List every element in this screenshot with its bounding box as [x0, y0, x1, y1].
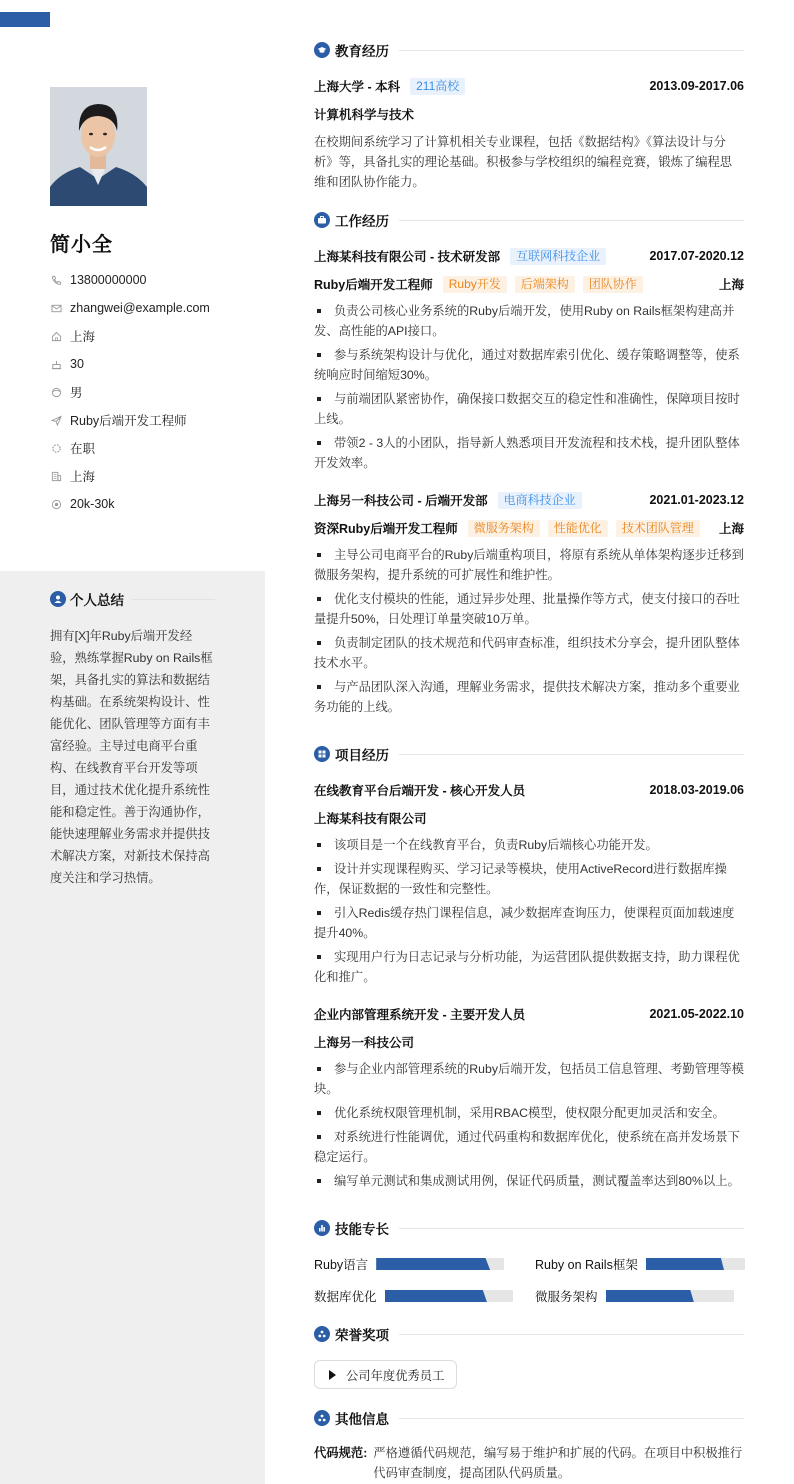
award-item: 公司年度优秀员工 — [314, 1360, 457, 1389]
home-icon — [50, 330, 62, 342]
award-icon — [314, 1326, 330, 1342]
job-1-header — [314, 246, 744, 266]
skill-tag: 团队协作 — [583, 276, 643, 293]
skill-bar — [606, 1290, 734, 1302]
industry-tag: 电商科技企业 — [498, 492, 582, 509]
project-company: 上海另一科技公司 — [314, 1036, 415, 1050]
sidebar — [0, 0, 265, 1484]
project-1-company-row — [314, 808, 744, 828]
list-item: 设计并实现课程购买、学习记录等模块，使用ActiveRecord进行数据库操作，保证数据的一致性和完整性。 — [314, 862, 727, 896]
skill-bar — [646, 1258, 745, 1270]
contact-hometown: 上海 — [50, 322, 210, 350]
list-item: 与前端团队紧密协作，确保接口数据交互的稳定性和准确性，保障项目按时上线。 — [314, 392, 740, 426]
skill-rails: Ruby on Rails框架 — [535, 1256, 745, 1272]
briefcase-icon — [314, 212, 330, 228]
list-item: 实现用户行为日志记录与分析功能，为运营团队提供数据支持，助力课程优化和推广。 — [314, 950, 740, 984]
list-item: 参与系统架构设计与优化，通过对数据库索引优化、缓存策略调整等，使系统响应时间缩短30%。 — [314, 348, 740, 382]
job-location: 上海 — [718, 522, 744, 536]
job-2-role-row — [314, 518, 744, 538]
skill-database: 数据库优化 — [314, 1288, 513, 1304]
send-icon — [50, 414, 62, 426]
summary-section-header: 个人总结 — [50, 589, 215, 609]
contact-gender: 男 — [50, 378, 210, 406]
awards-section-header: 荣誉奖项 — [314, 1324, 744, 1344]
divider — [399, 1334, 744, 1335]
education-section-header: 教育经历 — [314, 40, 744, 60]
list-item: 主导公司电商平台的Ruby后端重构项目，将原有系统从单体架构逐步迁移到微服务架构，提升系统的可扩展性和维护性。 — [314, 548, 744, 582]
contact-age: 30 — [50, 350, 210, 378]
job-2-header — [314, 490, 744, 510]
other-info-key: 代码规范: — [314, 1446, 368, 1460]
skills-section-header: 技能专长 — [314, 1218, 744, 1238]
bar-chart-icon — [314, 1220, 330, 1236]
candidate-name: 简小全 — [50, 234, 113, 256]
list-item: 参与企业内部管理系统的Ruby后端开发，包括员工信息管理、考勤管理等模块。 — [314, 1062, 744, 1096]
other-info-item — [314, 1443, 744, 1483]
grid-icon — [314, 746, 330, 762]
user-icon — [50, 591, 66, 607]
job-1-bullets — [314, 301, 744, 477]
school-name: 上海大学 - 本科 — [314, 80, 401, 94]
projects-section-header: 项目经历 — [314, 744, 744, 764]
job-company: 上海另一科技公司 - 后端开发部 — [314, 494, 488, 508]
list-item: 该项目是一个在线教育平台，负责Ruby后端核心功能开发。 — [314, 835, 744, 855]
project-1-bullets — [314, 835, 744, 991]
job-period: 2017.07-2020.12 — [649, 249, 744, 263]
project-company: 上海某科技有限公司 — [314, 812, 427, 826]
project-2-company-row — [314, 1032, 744, 1052]
industry-tag: 互联网科技企业 — [510, 248, 606, 265]
list-item: 负责制定团队的技术规范和代码审查标准，组织技术分享会，提升团队整体技术水平。 — [314, 636, 740, 670]
job-location: 上海 — [718, 278, 744, 292]
list-item: 优化支付模块的性能，通过异步处理、批量操作等方式，使支付接口的吞吐量提升50%，日处理订单量突破10万单。 — [314, 592, 740, 626]
education-period: 2013.09-2017.06 — [649, 79, 744, 93]
contact-status: 在职 — [50, 434, 210, 462]
other-section-header: 其他信息 — [314, 1408, 744, 1428]
list-item: 带领2 - 3人的小团队，指导新人熟悉项目开发流程和技术栈，提升团队整体开发效率。 — [314, 436, 740, 470]
contact-work-city: 上海 — [50, 462, 210, 490]
project-period: 2021.05-2022.10 — [649, 1007, 744, 1021]
job-2-bullets — [314, 545, 744, 721]
list-item: 编写单元测试和集成测试用例，保证代码质量，测试覆盖率达到80%以上。 — [314, 1171, 744, 1191]
contact-phone: 13800000000 — [50, 266, 210, 294]
project-period: 2018.03-2019.06 — [649, 783, 744, 797]
skill-tag: 性能优化 — [548, 520, 608, 537]
building-icon — [50, 470, 62, 482]
salary-icon — [50, 498, 62, 510]
major-row — [314, 104, 744, 124]
job-role: Ruby后端开发工程师 — [314, 278, 433, 292]
divider — [399, 1418, 744, 1419]
info-icon — [314, 1410, 330, 1426]
skill-bar — [385, 1290, 513, 1302]
divider — [132, 599, 215, 600]
work-section-header: 工作经历 — [314, 210, 744, 230]
list-item: 优化系统权限管理机制，采用RBAC模型，使权限分配更加灵活和安全。 — [314, 1103, 744, 1123]
job-company: 上海某科技有限公司 - 技术研发部 — [314, 250, 501, 264]
skill-ruby: Ruby语言 — [314, 1256, 504, 1272]
skill-tag: 微服务架构 — [468, 520, 540, 537]
education-description: 在校期间系统学习了计算机相关专业课程，包括《数据结构》《算法设计与分析》等，具备扎实的理论基础。积极参与学校组织的编程竞赛，锻炼了编程思维和团队协作能力。 — [314, 135, 733, 189]
skill-tag: 技术团队管理 — [616, 520, 700, 537]
project-1-header — [314, 780, 744, 800]
avatar — [50, 87, 147, 206]
skill-microservices: 微服务架构 — [535, 1288, 734, 1304]
divider — [399, 220, 744, 221]
cake-icon — [50, 358, 62, 370]
summary-text: 拥有[X]年Ruby后端开发经验，熟练掌握Ruby on Rails框架，具备扎实的算法和数据结构基础。在系统架构设计、性能优化、团队管理等方面有丰富经验。主导过电商平台重构、在线教育平台开发等项目，通过技术优化提升系统性能和稳定性。善于沟通协作，能快速理解业务需求并提供技术解决方案，对新技术保持高度关注和学习热情。 — [50, 629, 213, 885]
project-name: 企业内部管理系统开发 - 主要开发人员 — [314, 1008, 526, 1022]
skill-bar — [376, 1258, 504, 1270]
list-item: 与产品团队深入沟通，理解业务需求，提供技术解决方案，推动多个重要业务功能的上线。 — [314, 680, 740, 714]
gender-icon — [50, 386, 62, 398]
job-role: 资深Ruby后端开发工程师 — [314, 522, 458, 536]
project-2-bullets — [314, 1059, 744, 1195]
project-2-header — [314, 1004, 744, 1024]
contact-salary: 20k-30k — [50, 490, 210, 518]
job-period: 2021.01-2023.12 — [649, 493, 744, 507]
major: 计算机科学与技术 — [314, 108, 415, 122]
project-name: 在线教育平台后端开发 - 核心开发人员 — [314, 784, 526, 798]
play-icon — [329, 1370, 336, 1380]
contact-email: zhangwei@example.com — [50, 294, 210, 322]
divider — [399, 50, 744, 51]
education-header-row — [314, 76, 744, 96]
phone-icon — [50, 274, 62, 286]
list-item: 对系统进行性能调优，通过代码重构和数据库优化，使系统在高并发场景下稳定运行。 — [314, 1130, 740, 1164]
divider — [399, 754, 744, 755]
contact-position: Ruby后端开发工程师 — [50, 406, 210, 434]
job-1-role-row — [314, 274, 744, 294]
divider — [399, 1228, 744, 1229]
status-icon — [50, 442, 62, 454]
graduation-cap-icon — [314, 42, 330, 58]
skill-tag: 后端架构 — [515, 276, 575, 293]
other-info-value: 严格遵循代码规范，编写易于维护和扩展的代码。在项目中积极推行代码审查制度，提高团队代码质量。 — [373, 1446, 743, 1480]
skill-tag: Ruby开发 — [443, 276, 507, 293]
list-item: 负责公司核心业务系统的Ruby后端开发，使用Ruby on Rails框架构建高并发、高性能的API接口。 — [314, 304, 735, 338]
school-tag: 211高校 — [410, 78, 465, 95]
list-item: 引入Redis缓存热门课程信息，减少数据库查询压力，使课程页面加载速度提升40%。 — [314, 906, 735, 940]
mail-icon — [50, 302, 62, 314]
contact-list — [50, 266, 210, 518]
